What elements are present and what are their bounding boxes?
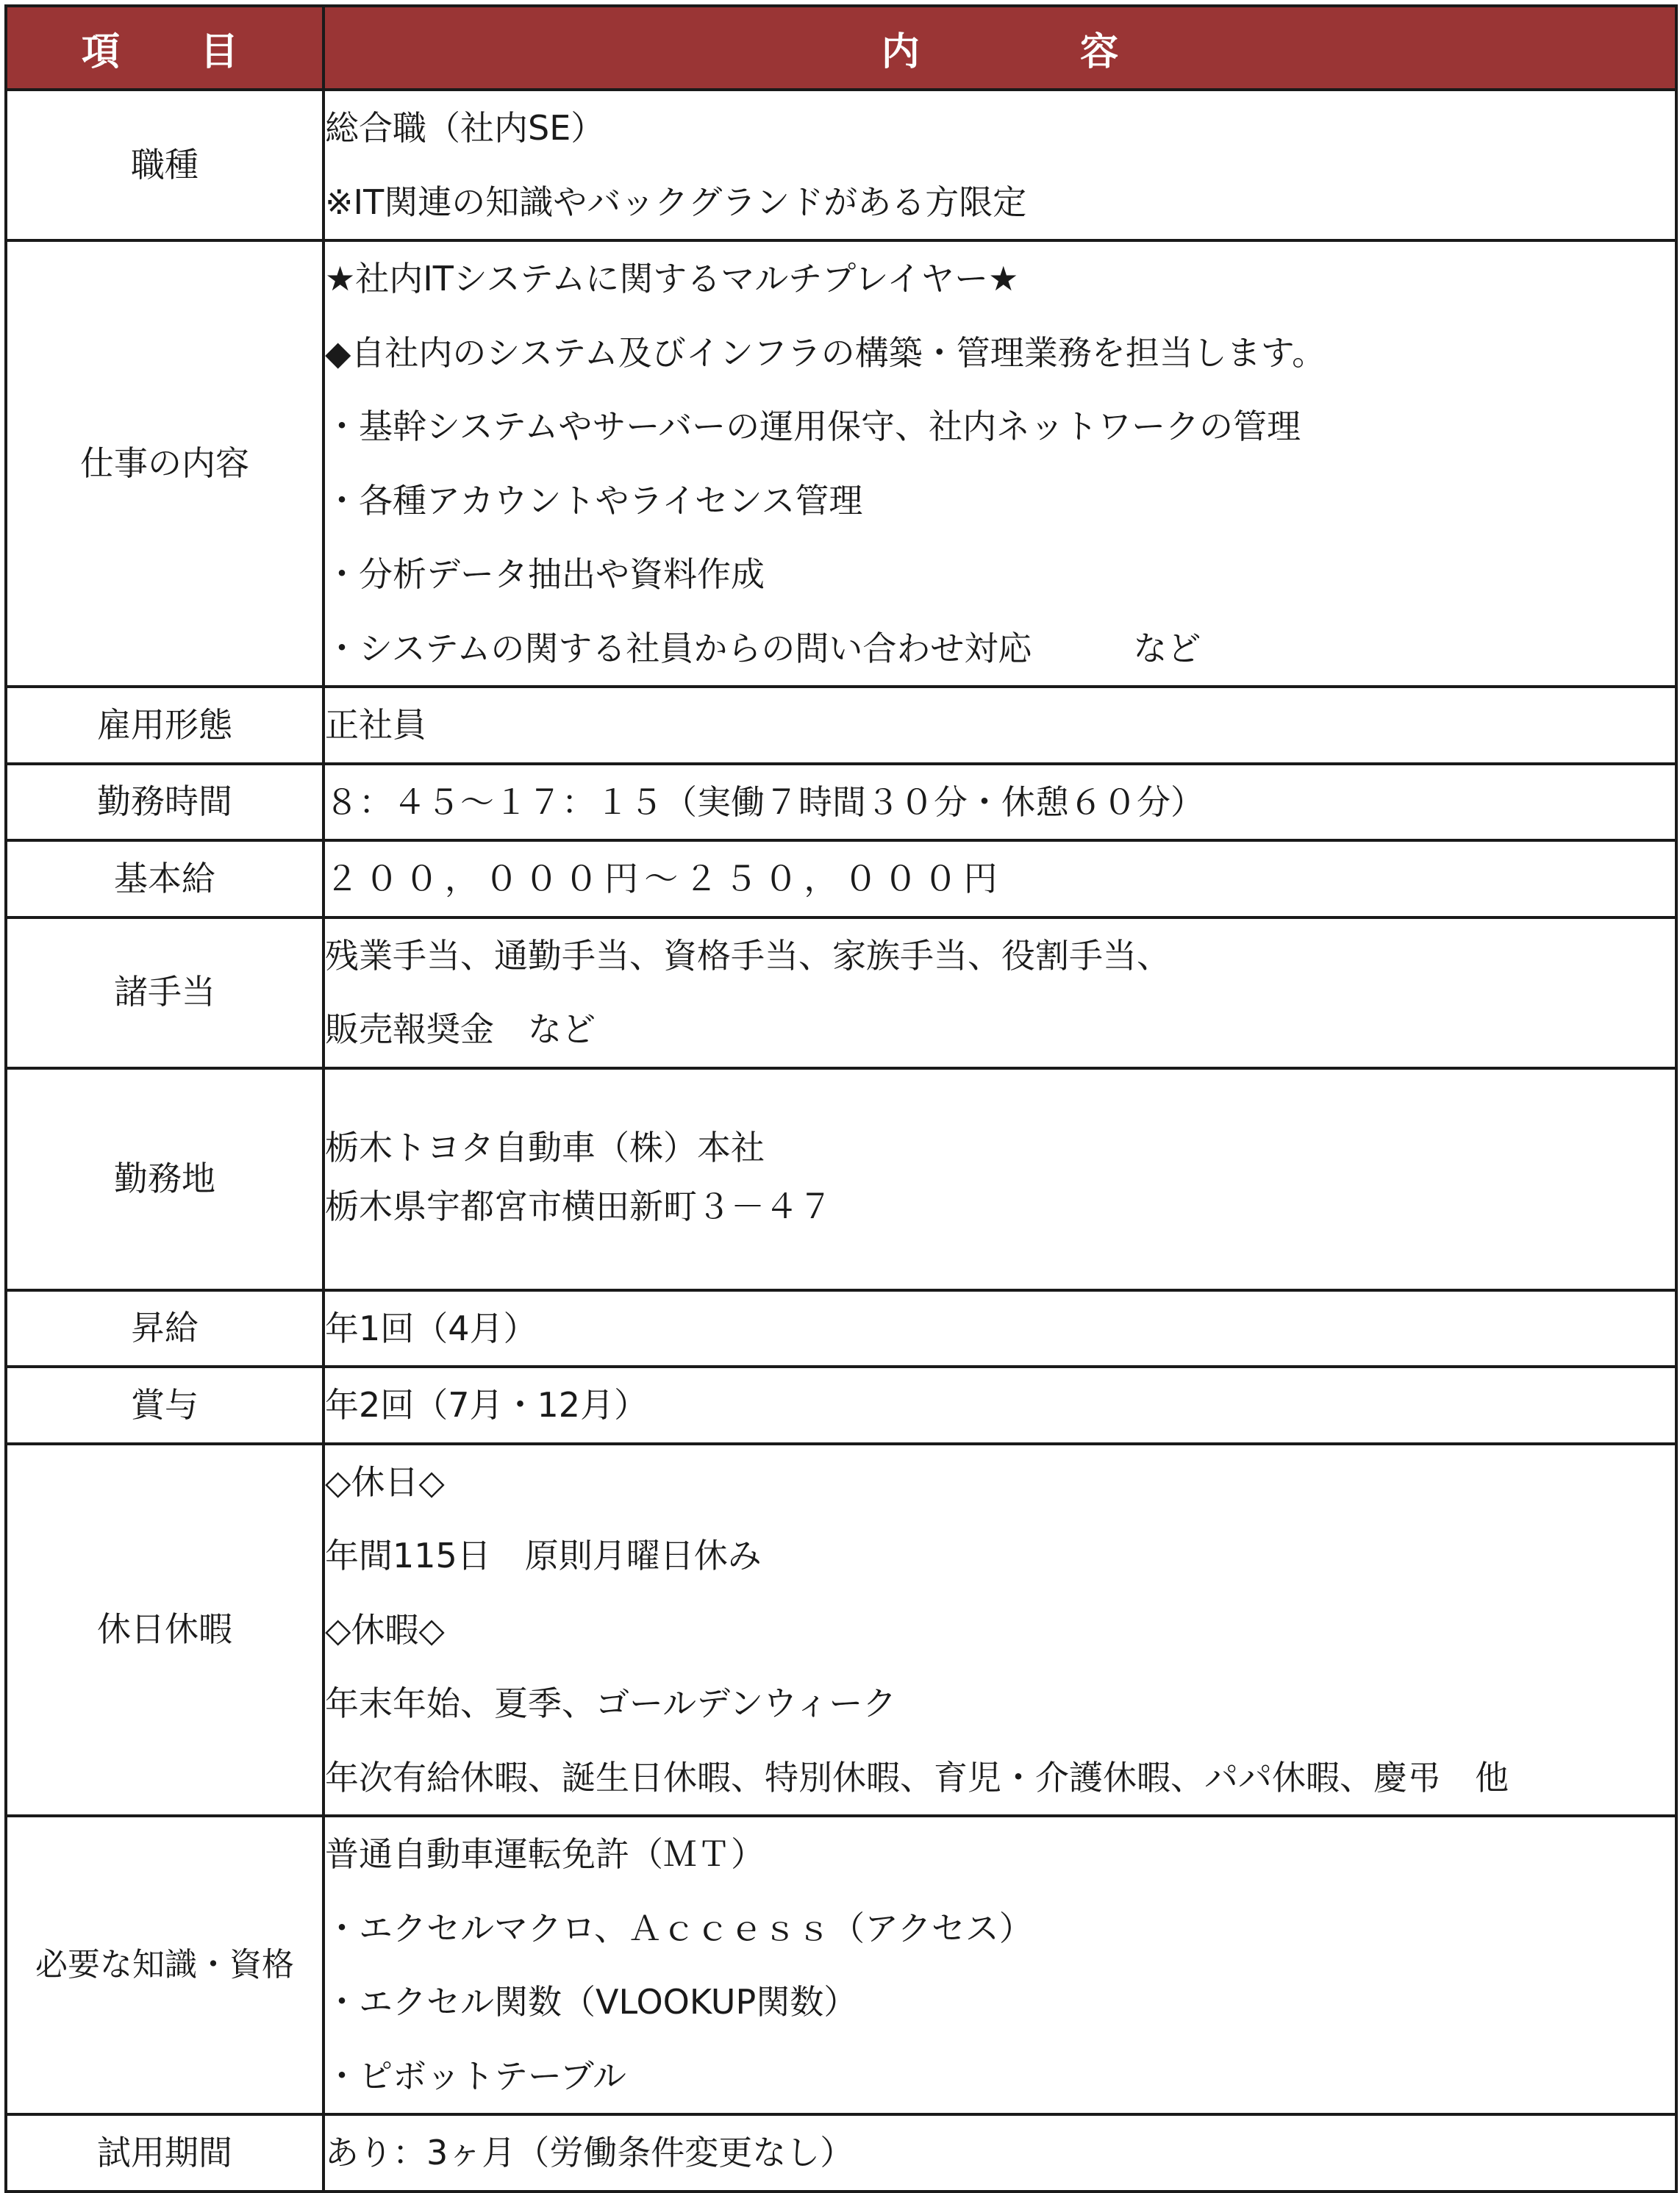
- raise-line: 年1回（4月）: [325, 1308, 537, 1348]
- header-content: 内 容: [324, 6, 1676, 90]
- row-base-salary: [6, 840, 1676, 917]
- allowances-line: 残業手当、通勤手当、資格手当、家族手当、役割手当、: [325, 935, 1170, 976]
- label-bonus: 賞与: [6, 1367, 324, 1444]
- required-skills-line: ・エクセルマクロ、Ａｃｃｅｓｓ（アクセス）: [325, 1908, 1033, 1948]
- job-content-line: ・システムの関する社員からの問い合わせ対応 など: [325, 628, 1201, 668]
- row-bonus: [6, 1367, 1676, 1444]
- location-spacer: [325, 1070, 1675, 1118]
- job-content-line: ◆自社内のシステム及びインフラの構築・管理業務を担当します。: [325, 332, 1326, 373]
- job-type-line: ※IT関連の知識やバックグランドがある方限定: [325, 182, 1027, 222]
- label-job-content: 仕事の内容: [6, 240, 324, 687]
- job-description-sheet: [4, 4, 1675, 2172]
- probation-line: あり：3ヶ月（労働条件変更なし）: [325, 2133, 854, 2172]
- table-header-row: [6, 6, 1676, 90]
- work-location-line: 栃木県宇都宮市横田新町３－４７: [325, 1186, 832, 1226]
- required-skills-line: 普通自動車運転免許（ＭＴ）: [325, 1834, 765, 1874]
- content-raise: [324, 1290, 1676, 1367]
- holidays-line: 年間115日 原則月曜日休み: [325, 1536, 762, 1575]
- content-base-salary: [324, 840, 1676, 917]
- label-probation: 試用期間: [6, 2114, 324, 2192]
- label-holidays: 休日休暇: [6, 1444, 324, 1817]
- employment-type-line: 正社員: [325, 705, 426, 745]
- allowances-line: 販売報奨金 など: [325, 1009, 596, 1049]
- content-employment-type: [324, 687, 1676, 764]
- holidays-line: ◇休暇◇: [325, 1609, 445, 1650]
- holidays-line: 年次有給休暇、誕生日休暇、特別休暇、育児・介護休暇、パパ休暇、慶弔 他: [325, 1757, 1509, 1797]
- content-job-type: [324, 90, 1676, 240]
- job-content-line: ・各種アカウントやライセンス管理: [325, 480, 863, 520]
- job-content-line: ・分析データ抽出や資料作成: [325, 554, 765, 594]
- content-probation: [324, 2114, 1676, 2192]
- row-employment-type: [6, 687, 1676, 764]
- holidays-line: 年末年始、夏季、ゴールデンウィーク: [325, 1684, 897, 1723]
- content-bonus: [324, 1367, 1676, 1444]
- row-holidays: [6, 1444, 1676, 1817]
- label-work-location: 勤務地: [6, 1068, 324, 1290]
- label-employment-type: 雇用形態: [6, 687, 324, 764]
- row-probation: [6, 2114, 1676, 2192]
- bonus-line: 年2回（7月・12月）: [325, 1385, 648, 1425]
- base-salary-line: ２００，０００円～２５０，０００円: [325, 859, 1004, 898]
- working-hours-line: ８：４５～１７：１５（実働７時間３０分・休憩６０分）: [325, 781, 1204, 822]
- row-required-skills: [6, 1816, 1676, 2114]
- job-content-line: ★社内ITシステムに関するマルチプレイヤー★: [325, 259, 1019, 298]
- label-base-salary: 基本給: [6, 840, 324, 917]
- header-item: 項 目: [6, 6, 324, 90]
- work-location-line: 栃木トヨタ自動車（株）本社: [325, 1127, 765, 1167]
- label-working-hours: 勤務時間: [6, 764, 324, 841]
- row-job-type: [6, 90, 1676, 240]
- row-job-content: [6, 240, 1676, 687]
- holidays-line: ◇休日◇: [325, 1462, 445, 1502]
- job-type-line: 総合職（社内SE）: [325, 108, 605, 148]
- required-skills-line: ・ピボットテーブル: [325, 2056, 626, 2096]
- label-required-skills: 必要な知識・資格: [6, 1816, 324, 2114]
- row-work-location: [6, 1068, 1676, 1290]
- required-skills-line: ・エクセル関数（VLOOKUP関数）: [325, 1982, 858, 2022]
- content-required-skills: [324, 1816, 1676, 2114]
- content-holidays: [324, 1444, 1676, 1817]
- row-working-hours: [6, 764, 1676, 841]
- content-work-location: [324, 1068, 1676, 1290]
- content-working-hours: [324, 764, 1676, 841]
- content-allowances: [324, 917, 1676, 1068]
- job-description-table: [4, 4, 1678, 2193]
- row-allowances: [6, 917, 1676, 1068]
- label-job-type: 職種: [6, 90, 324, 240]
- job-content-line: ・基幹システムやサーバーの運用保守、社内ネットワークの管理: [325, 407, 1301, 446]
- content-job-content: [324, 240, 1676, 687]
- label-allowances: 諸手当: [6, 917, 324, 1068]
- row-raise: [6, 1290, 1676, 1367]
- label-raise: 昇給: [6, 1290, 324, 1367]
